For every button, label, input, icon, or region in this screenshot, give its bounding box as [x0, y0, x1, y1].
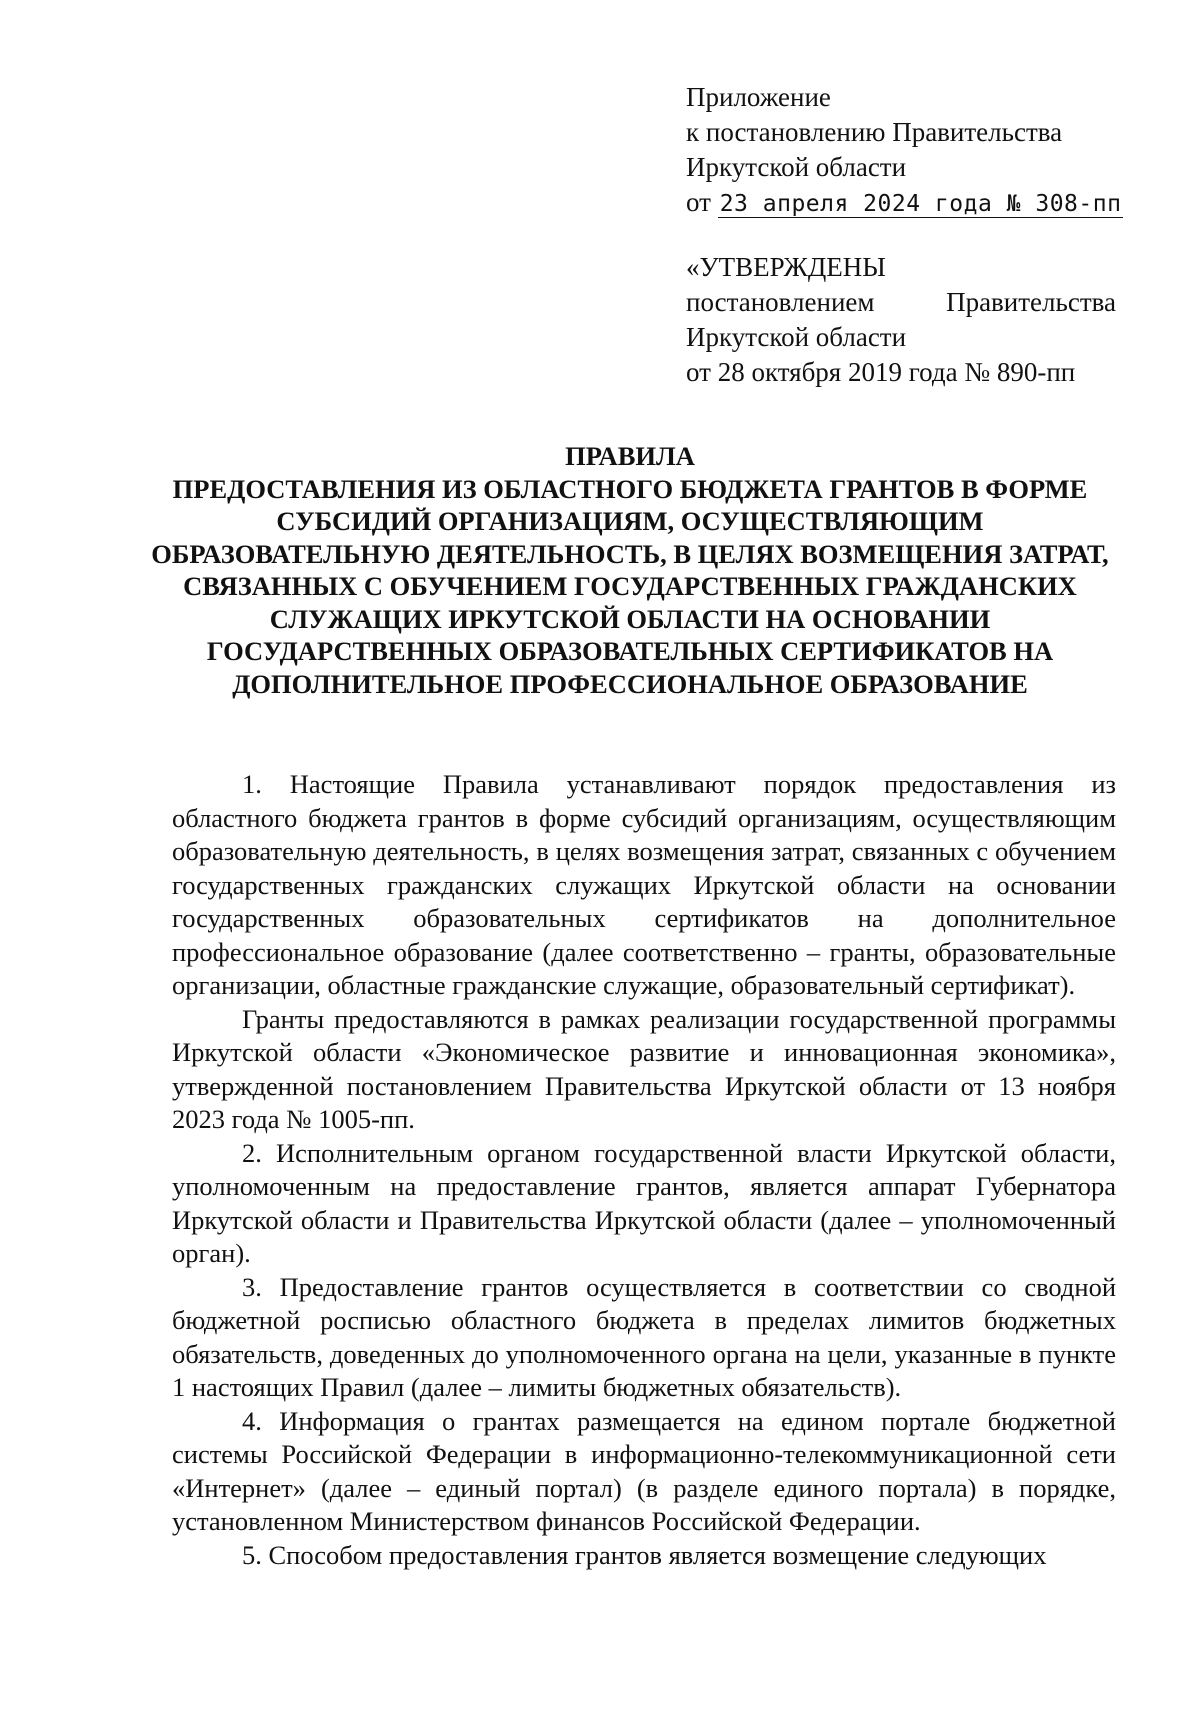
- approved-header: [686, 250, 1116, 390]
- appendix-line-2: к постановлению Правительства: [686, 117, 1063, 147]
- appendix-date-prefix: от: [686, 187, 711, 217]
- paragraph-2: Гранты предоставляются в рамках реализации государственной программы Иркутской области «Экономическое развитие и инновационная экономика», утвержденной постановлением Правительства Иркутской области от 13 ноября 2023 года № 1005-пп.: [172, 1003, 1116, 1134]
- paragraph-1: 1. Настоящие Правила устанавливают порядок предоставления из областного бюджета грантов в форме субсидий организациям, осуществляющим образовательную деятельность, в целях возмещения затрат, связанных с обучением государственных гражданских служащих Иркутской области на основании государственных образовательных сертификатов на дополнительное профессиональное образование (далее соответственно – гранты, образовательные организации, областные гражданские служащие, образовательный сертификат).: [172, 769, 1116, 1000]
- paragraph-3: 2. Исполнительным органом государственной власти Иркутской области, уполномоченным на предоставление грантов, является аппарат Губернатора Иркутской области и Правительства Иркутской области (далее – уполномоченный орган).: [172, 1137, 1116, 1268]
- appendix-line-1: Приложение: [686, 82, 831, 112]
- approved-line-1: «УТВЕРЖДЕНЫ: [686, 252, 886, 282]
- approved-line-4: от 28 октября 2019 года № 890-пп: [686, 357, 1076, 387]
- paragraph-6: 5. Способом предоставления грантов является возмещение следующих: [242, 1539, 1047, 1570]
- approved-line-2-right: Правительства: [946, 287, 1116, 317]
- paragraph-4: 3. Предоставление грантов осуществляется в соответствии со сводной бюджетной росписью областного бюджета в пределах лимитов бюджетных обязательств, доведенных до уполномоченного органа на цели, указанные в пункте 1 настоящих Правил (далее – лимиты бюджетных обязательств).: [172, 1271, 1116, 1402]
- document-body: [172, 768, 1116, 1572]
- document-title: [150, 440, 1110, 700]
- appendix-line-3: Иркутской области: [686, 152, 907, 182]
- title-subtitle: ПРЕДОСТАВЛЕНИЯ ИЗ ОБЛАСТНОГО БЮДЖЕТА ГРАНТОВ В ФОРМЕ СУБСИДИЙ ОРГАНИЗАЦИЯМ, ОСУЩЕСТВЛЯЮЩИМ ОБРАЗОВАТЕЛЬНУЮ ДЕЯТЕЛЬНОСТЬ, В ЦЕЛЯХ ВОЗМЕЩЕНИЯ ЗАТРАТ, СВЯЗАННЫХ С ОБУЧЕНИЕМ ГОСУДАРСТВЕННЫХ ГРАЖДАНСКИХ СЛУЖАЩИХ ИРКУТСКОЙ ОБЛАСТИ НА ОСНОВАНИИ ГОСУДАРСТВЕННЫХ ОБРАЗОВАТЕЛЬНЫХ СЕРТИФИКАТОВ НА ДОПОЛНИТЕЛЬНОЕ ПРОФЕССИОНАЛЬНОЕ ОБРАЗОВАНИЕ: [151, 473, 1109, 699]
- approved-line-2: [686, 285, 1116, 320]
- paragraph-5: 4. Информация о грантах размещается на едином портале бюджетной системы Российской Федерации в информационно-телекоммуникационной сети «Интернет» (далее – единый портал) (в разделе единого портала) в порядке, установленном Министерством финансов Российской Федерации.: [172, 1405, 1116, 1536]
- title-main: ПРАВИЛА: [565, 441, 695, 471]
- approved-line-3: Иркутской области: [686, 322, 907, 352]
- approved-line-2-left: постановлением: [686, 287, 875, 317]
- appendix-date-line: [686, 185, 1126, 222]
- appendix-header: [686, 80, 1126, 222]
- appendix-date-typed: 23 апреля 2024 года № 308-пп: [719, 191, 1122, 217]
